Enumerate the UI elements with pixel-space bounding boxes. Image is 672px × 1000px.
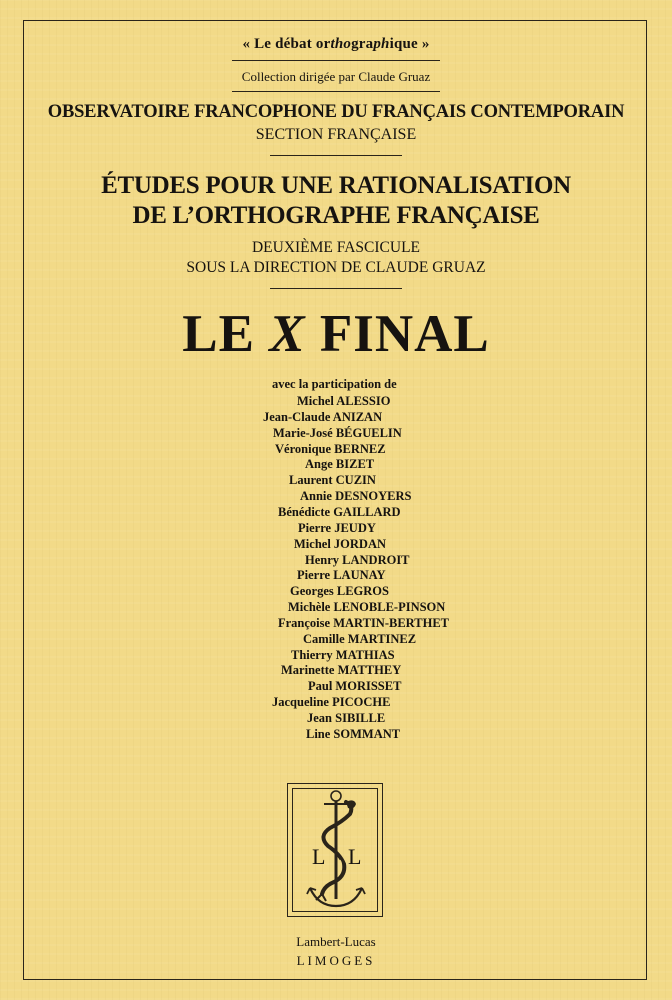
publisher-city: LIMOGES (296, 953, 376, 968)
contributor-name: Michel JORDAN (294, 536, 386, 551)
collection-director: Collection dirigée par Claude Gruaz (241, 69, 431, 84)
study-title: ÉTUDES POUR UNE RATIONALISATION DE L’ORTHOGRAPHE FRANÇAISE (101, 172, 571, 229)
contributor-name: Laurent CUZIN (289, 473, 376, 488)
contributor-name: Jean SIBILLE (307, 711, 386, 725)
contributor-name: Paul MORISSET (308, 679, 402, 694)
contributor-name: Line SOMMANT (306, 726, 401, 741)
divider-rule (232, 60, 440, 61)
contributor-name: Pierre LAUNAY (297, 568, 386, 583)
contributor-name: Michel ALESSIO (297, 394, 391, 408)
contributor-name: Véronique BERNEZ (275, 441, 386, 456)
contributor-name: Henry LANDROIT (305, 552, 410, 567)
divider-rule (270, 155, 402, 156)
section-name: SECTION FRANÇAISE (255, 126, 417, 143)
anchor-dolphin-icon (288, 784, 384, 918)
contributor-name: Camille MARTINEZ (303, 631, 417, 646)
logo-letter-right: L (348, 844, 362, 869)
series-title: « Le débat orthographique » (242, 36, 430, 52)
contributor-name: Georges LEGROS (290, 584, 389, 599)
divider-rule (270, 288, 402, 289)
publisher-logo (287, 783, 383, 917)
contributor-name: Ange BIZET (305, 457, 375, 472)
logo-letter-left: L (312, 844, 326, 869)
publisher-name: Lambert-Lucas (296, 934, 376, 949)
contributor-name: Marie-José BÉGUELIN (273, 425, 402, 440)
participation-label: avec la participation de (272, 377, 397, 391)
contributor-name: Pierre JEUDY (298, 520, 376, 535)
organization-name: OBSERVATOIRE FRANCOPHONE DU FRANÇAIS CONTEMPORAIN (47, 102, 625, 122)
contributor-name: Bénédicte GAILLARD (278, 504, 401, 519)
contributor-name: Thierry MATHIAS (291, 647, 395, 662)
contributor-name: Françoise MARTIN-BERTHET (278, 615, 449, 630)
contributor-name: Jacqueline PICOCHE (272, 695, 391, 710)
contributor-name: Jean-Claude ANIZAN (263, 409, 383, 424)
contributor-name: Michèle LENOBLE-PINSON (288, 600, 446, 615)
contributor-name: Annie DESNOYERS (300, 489, 412, 504)
contributor-name: Marinette MATTHEY (281, 663, 402, 678)
divider-rule (232, 91, 440, 92)
fascicule-info: DEUXIÈME FASCICULE SOUS LA DIRECTION DE CLAUDE GRUAZ (186, 239, 486, 276)
page-title: LE X FINAL (182, 305, 490, 363)
